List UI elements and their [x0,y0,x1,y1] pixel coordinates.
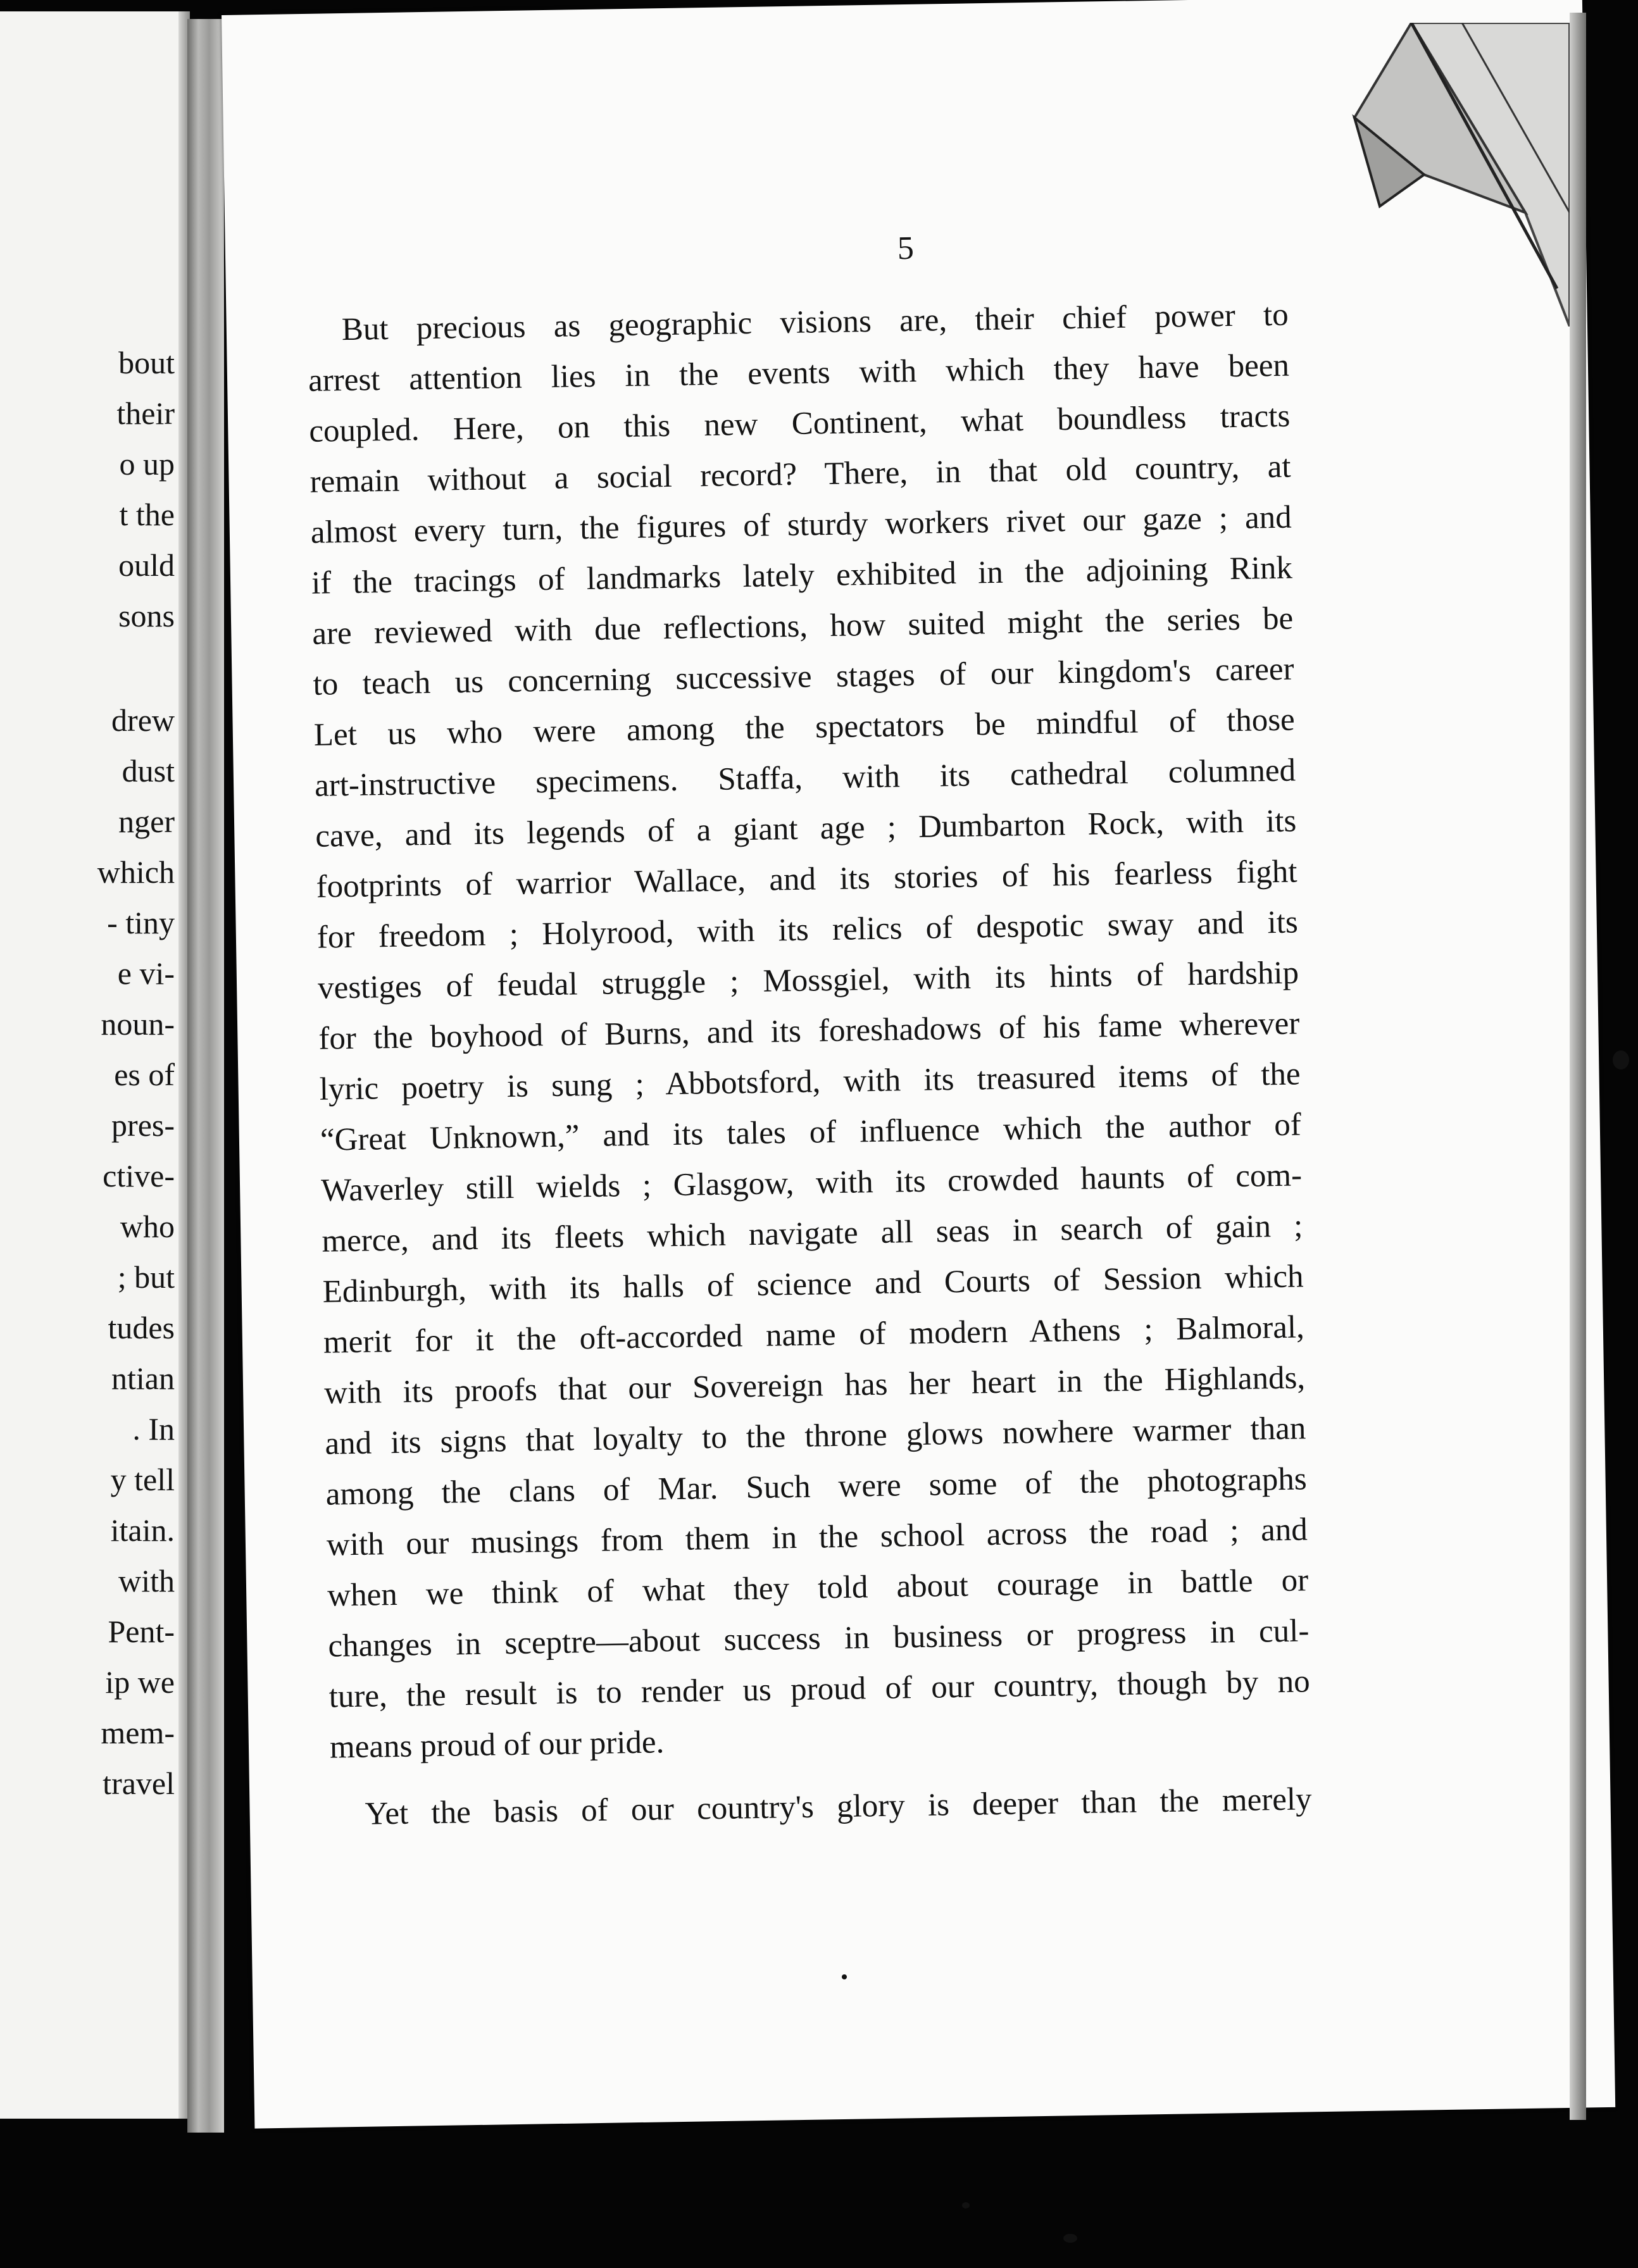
text-line: art-instructive specimens. Staffa, with its cathedral columned [314,752,1296,804]
facing-page-line: bout [118,345,175,380]
facing-page-line: sons [118,598,175,633]
text-line: Yet the basis of our country's glory is deeper than the merely [365,1781,1312,1832]
facing-page-line: o up [119,446,175,482]
text-line: vestiges of feudal struggle ; Mossgiel, with its hints of hardship [317,955,1299,1006]
text-line: lyric poetry is sung ; Abbotsford, with its treasured items of the [319,1056,1301,1107]
text-line: ture, the result is to render us proud of our country, though by no [328,1664,1311,1715]
paragraph-1 [307,290,1311,1773]
facing-page-line: - tiny [107,905,175,940]
facing-page-line: drew [111,702,175,738]
text-line: “Great Unknown,” and its tales of influence which the author of [320,1107,1302,1158]
facing-page-line: t the [119,497,175,532]
text-line: Waverley still wields ; Glasgow, with its crowded haunts of com- [320,1157,1303,1209]
facing-page-line: with [118,1563,175,1598]
folded-corner-icon [1316,23,1570,327]
text-line: and its signs that loyalty to the throne glows nowhere warmer than [325,1411,1306,1462]
scan-speck [962,2202,970,2209]
text-line: to teach us concerning successive stages of our kingdom's career [313,651,1294,702]
text-line: if the tracings of landmarks lately exhibited in the adjoining Rink [311,550,1293,601]
facing-page-line: ; but [117,1259,175,1295]
book-spine [187,19,224,2133]
text-line: among the clans of Mar. Such were some of the photographs [325,1461,1307,1512]
text-line: Let us who were among the spectators be mindful of those [313,702,1296,753]
facing-page-line: y tell [110,1462,175,1497]
facing-page-line: Pent- [108,1614,175,1649]
facing-page-line: es of [114,1057,175,1092]
page-right-edge-shadow [1570,13,1586,2120]
facing-page-line: . In [132,1411,175,1447]
facing-page-line: nger [118,804,175,839]
text-line: when we think of what they told about courage in battle or [327,1562,1309,1614]
facing-page-line: their [116,396,175,431]
facing-page-line: ntian [111,1361,175,1396]
facing-page-line: itain. [110,1512,175,1548]
text-line: merit for it the oft-accorded name of modern Athens ; Balmoral, [323,1309,1305,1361]
text-line: with its proofs that our Sovereign has her heart in the Highlands, [323,1360,1306,1411]
scan-speck [842,1974,847,1979]
facing-page-line: pres- [111,1107,175,1143]
text-line: almost every turn, the figures of sturdy workers rivet our gaze ; and [310,499,1292,551]
facing-page-line: dust [122,753,175,788]
facing-page-line: e vi- [117,956,175,991]
text-line: remain without a social record? There, in that old country, at [309,449,1291,500]
facing-page-line: travel [103,1766,175,1801]
text-line: for freedom ; Holyrood, with its relics of despotic sway and its [316,904,1299,956]
scan-speck [1063,2234,1077,2243]
text-line: changes in sceptre—about success in business or progress in cul- [328,1613,1310,1664]
facing-page-line: tudes [108,1310,175,1345]
facing-page-line: ould [118,547,175,583]
facing-page-line: ctive- [103,1158,175,1193]
text-line: for the boyhood of Burns, and its foreshadows of his fame wherever [318,1006,1300,1057]
scan-speck [1613,1050,1629,1069]
facing-page-line: mem- [101,1715,175,1750]
facing-page-line: ip we [105,1664,175,1700]
text-line: arrest attention lies in the events with which they have been [308,347,1290,399]
text-line: merce, and its fleets which navigate all seas in search of gain ; [322,1208,1303,1259]
page-number: 5 [897,230,915,267]
facing-page-fragment [0,11,190,2119]
text-line: with our musings from them in the school across the road ; and [326,1512,1308,1563]
facing-page-line: which [97,854,175,890]
text-line: But precious as geographic visions are, their chief power to [341,297,1289,348]
text-line: footprints of warrior Wallace, and its stories of his fearless fight [316,854,1297,905]
facing-page-line: who [120,1209,175,1244]
text-line: coupled. Here, on this new Continent, what boundless tracts [308,398,1291,449]
text-line: Edinburgh, with its halls of science and Courts of Session which [322,1259,1304,1310]
text-line: are reviewed with due reflections, how suited might the series be [311,601,1294,652]
facing-page-line: noun- [101,1006,175,1042]
text-line: means proud of our pride. [329,1724,665,1766]
body-text [307,290,1312,1840]
text-line: cave, and its legends of a giant age ; Dumbarton Rock, with its [315,803,1297,854]
